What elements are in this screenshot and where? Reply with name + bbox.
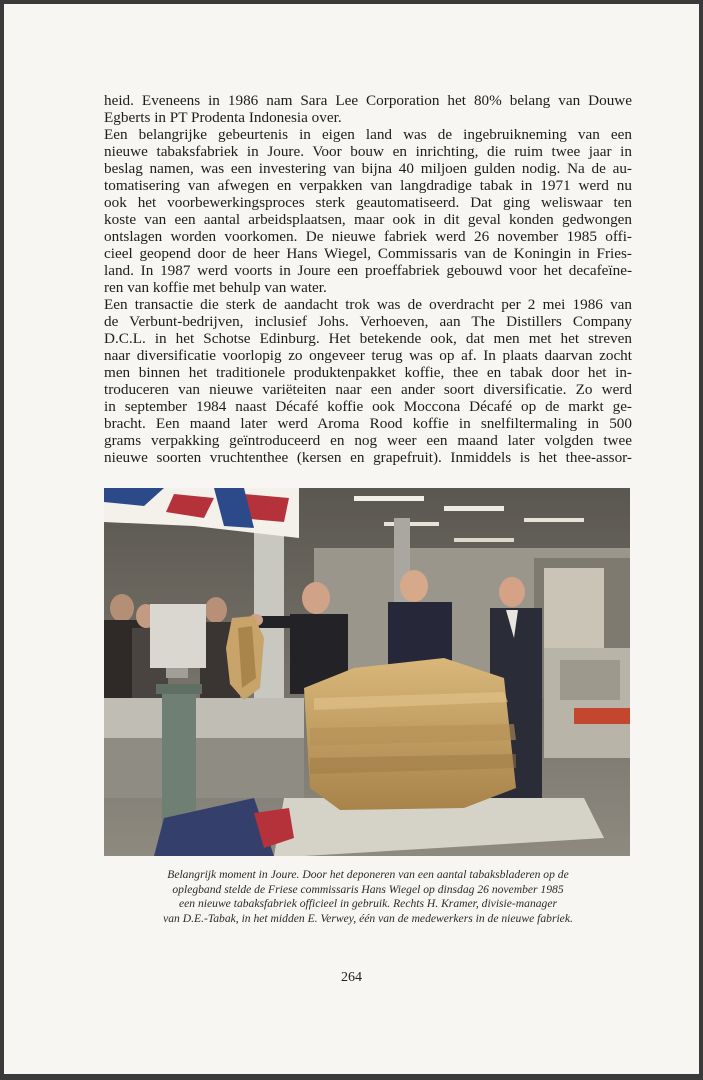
text-line: in september 1984 naast Décafé koffie ook Moccona Décafé op de markt ge- <box>104 398 632 415</box>
text-line: ook het voorbewerkingsproces sterk geautomatiseerd. Dat ging weliswaar ten <box>104 194 632 211</box>
page-number: 264 <box>341 970 362 985</box>
text-line: Egberts in PT Prodenta Indonesia over. <box>104 109 342 126</box>
text-line: de Verbunt-bedrijven, inclusief Johs. Verhoeven, aan The Distillers Company <box>104 313 632 330</box>
text-line: cieel geopend door de heer Hans Wiegel, Commissaris van de Koningin in Fries- <box>104 245 632 262</box>
text-line: troduceren van nieuwe variëteiten naar een ander soort diversificatie. Zo werd <box>104 381 632 398</box>
caption-line: oplegband stelde de Friese commissaris Hans Wiegel op dinsdag 26 november 1985 <box>172 882 564 896</box>
text-line: men binnen het traditionele produktenpakket koffie, thee en tabak door het in- <box>104 364 632 381</box>
text-line: grams verpakking geïntroduceerd en nog weer een maand later volgden twee <box>104 432 632 449</box>
caption-line: Belangrijk moment in Joure. Door het deponeren van een aantal tabaksbladeren op de <box>167 868 569 881</box>
text-line: D.C.L. in het Schotse Edinburg. Het betekende ook, dat men met het streven <box>104 330 632 347</box>
text-line: koste van een aantal arbeidsplaatsen, maar ook in dit geval konden gedwongen <box>104 211 632 228</box>
factory-photo <box>104 488 630 856</box>
text-line: Een belangrijke gebeurtenis in eigen land was de ingebruikneming van een <box>104 126 632 143</box>
text-line: land. In 1987 werd voorts in Joure een proeffabriek gebouwd voor het decafeïne- <box>104 262 632 279</box>
photo-caption <box>100 868 636 926</box>
book-page <box>4 4 699 1074</box>
text-line: naar diversificatie voorlopig zo ongeveer terug was op af. In plaats daarvan zocht <box>104 347 632 364</box>
text-line: ren van koffie met behulp van water. <box>104 279 327 296</box>
text-line: ontslagen worden voorkomen. De nieuwe fabriek werd 26 november 1985 offi- <box>104 228 632 245</box>
caption-line: een nieuwe tabaksfabriek officieel in gebruik. Rechts H. Kramer, divisie-manager <box>179 897 557 911</box>
text-line: tomatisering van afwegen en verpakken van langdradige tabak in 1971 werd nu <box>104 177 632 194</box>
text-line: nieuwe soorten vruchtenthee (kersen en grapefruit). Inmiddels is het thee-assor- <box>104 449 632 466</box>
body-text <box>104 92 632 466</box>
text-line: nieuwe tabaksfabriek in Joure. Voor bouw en inrichting, die ruim twee jaar in <box>104 143 632 160</box>
text-line: beslag namen, was een investering van bijna 40 miljoen gulden nodig. Na de au- <box>104 160 632 177</box>
text-line: Een transactie die sterk de aandacht trok was de overdracht per 2 mei 1986 van <box>104 296 632 313</box>
text-line: bracht. Een maand later werd Aroma Rood koffie in snelfiltermaling in 500 <box>104 415 632 432</box>
caption-line: van D.E.-Tabak, in het midden E. Verwey, één van de medewerkers in de nieuwe fabriek. <box>163 911 573 925</box>
text-line: heid. Eveneens in 1986 nam Sara Lee Corporation het 80% belang van Douwe <box>104 92 632 109</box>
